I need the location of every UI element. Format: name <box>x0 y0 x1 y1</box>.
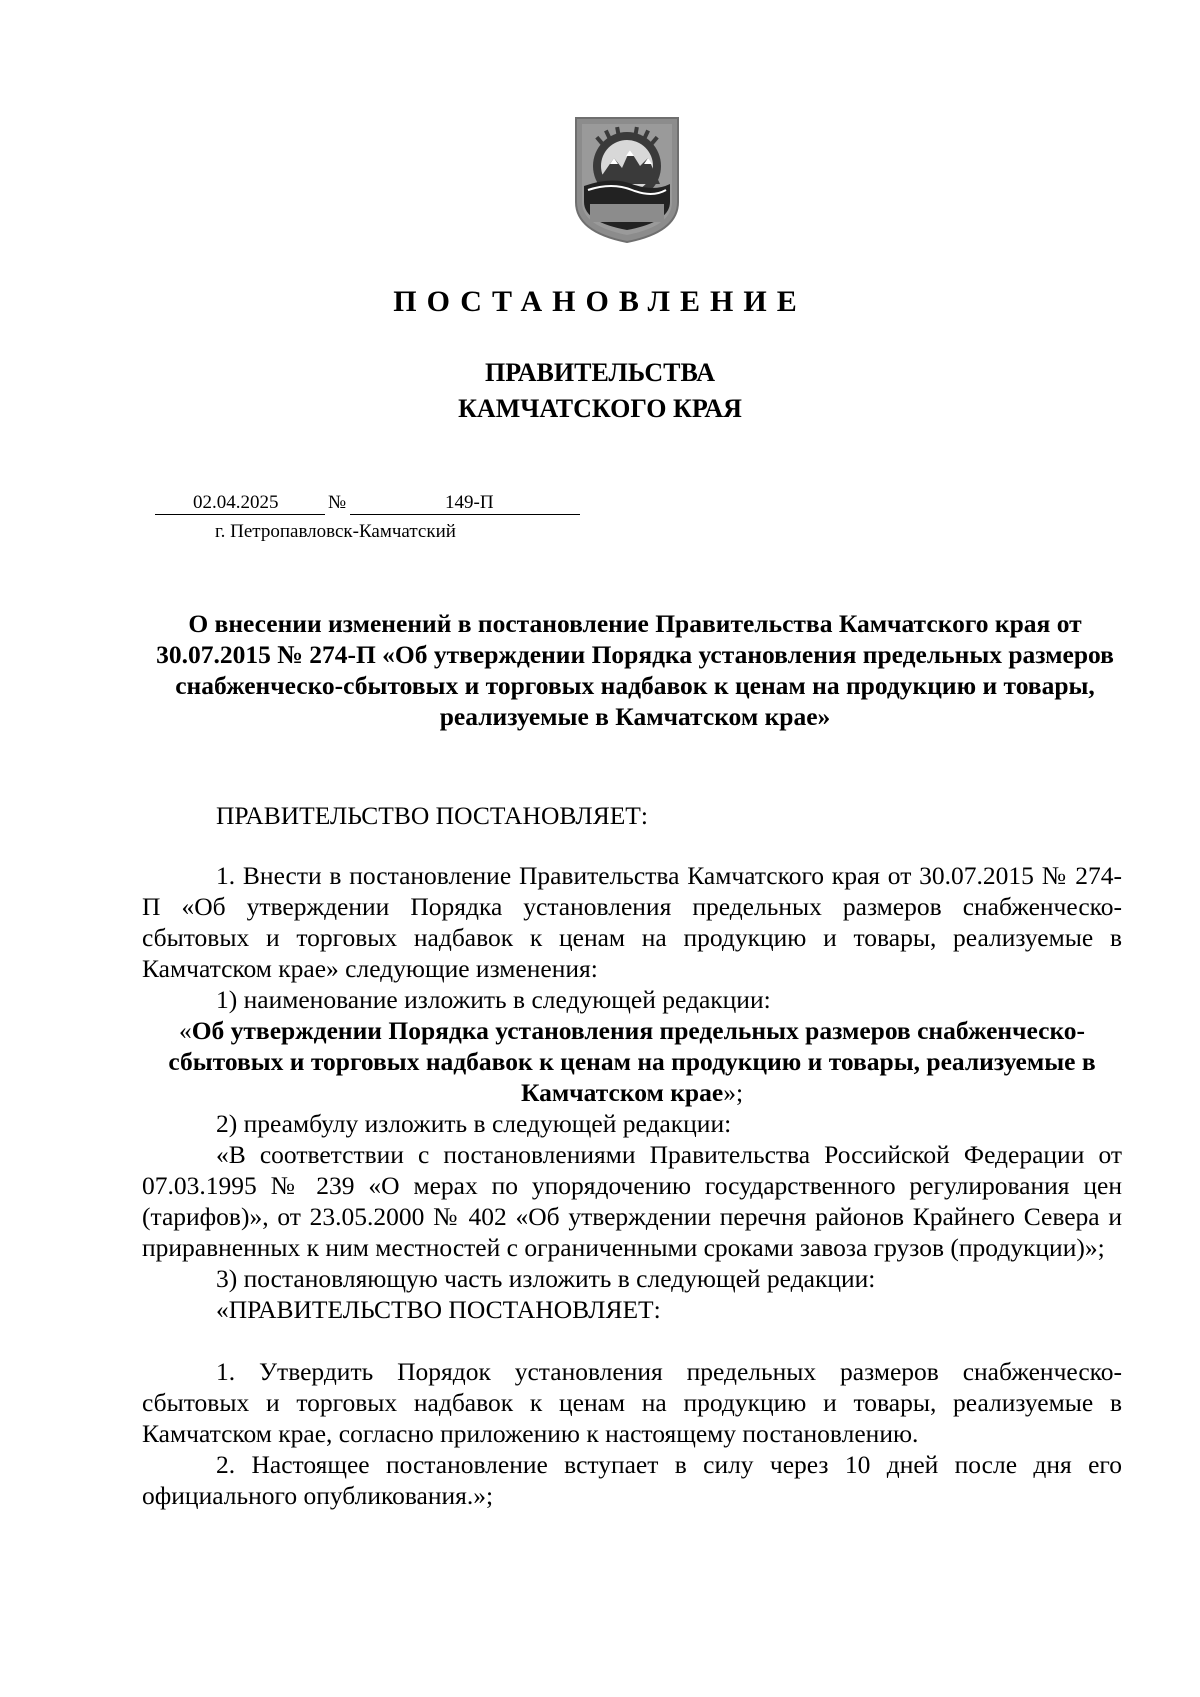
issuing-authority <box>0 355 1200 427</box>
preamble-text: «В соответствии с постановлениями Правительства Российской Федерации от 07.03.1995 № 239 «О мерах по упорядочению государственного регулирования цен (тарифов)», от 23.05.2000 № 402 «Об утверждении перечня районов Крайнего Севера и приравненных к ним местностей с ограниченными сроками завоза грузов (продукции)»; <box>142 1140 1122 1262</box>
authority-line-1: ПРАВИТЕЛЬСТВА <box>485 358 715 387</box>
date-underline <box>155 514 325 515</box>
document-title: ПОСТАНОВЛЕНИЕ <box>393 285 807 318</box>
document-city: г. Петропавловск-Камчатский <box>215 521 456 542</box>
document-number: 149-П <box>445 492 494 513</box>
close-quote: »; <box>723 1078 744 1107</box>
number-sign: № <box>328 492 347 513</box>
quoted-paragraph-2: 2. Настоящее постановление вступает в силу через 10 дней после дня его официального опубликования.»; <box>142 1450 1122 1510</box>
new-title-text: Об утверждении Порядка установления предельных размеров снабженческо-сбытовых и торговых надбавок к ценам на продукцию и товары, реализуемые в Камчатском крае <box>168 1016 1096 1107</box>
document-requisites <box>155 492 580 516</box>
blank-line <box>142 1325 1122 1356</box>
paragraph-1-1: 1) наименование изложить в следующей редакции: <box>216 985 771 1014</box>
paragraph-1-2: 2) преамбулу изложить в следующей редакции: <box>216 1109 732 1138</box>
quoted-paragraph-1: 1. Утвердить Порядок установления предельных размеров снабженческо-сбытовых и торговых надбавок к ценам на продукцию и товары, реализуемые в Камчатском крае, согласно приложению к настоящему постановлению. <box>142 1357 1122 1448</box>
open-quote: « <box>178 1016 192 1045</box>
new-title-quote <box>142 1015 1122 1108</box>
number-underline <box>350 514 580 515</box>
decree-heading <box>142 800 1122 831</box>
document-body <box>142 860 1122 1511</box>
paragraph-1-3: 3) постановляющую часть изложить в следующей редакции: <box>216 1264 876 1293</box>
authority-line-2: КАМЧАТСКОГО КРАЯ <box>458 394 742 423</box>
document-date: 02.04.2025 <box>193 492 279 513</box>
paragraph-1: 1. Внести в постановление Правительства Камчатского края от 30.07.2015 № 274-П «Об утверждении Порядка установления предельных размеров снабженческо-сбытовых и торговых надбавок к ценам на продукцию и товары, реализуемые в Камчатском крае» следующие изменения: <box>142 861 1122 983</box>
kamchatka-coat-of-arms-icon <box>572 114 682 244</box>
quoted-decree-heading: «ПРАВИТЕЛЬСТВО ПОСТАНОВЛЯЕТ: <box>216 1295 661 1324</box>
document-subject: О внесении изменений в постановление Правительства Камчатского края от 30.07.2015 № 274-П «Об утверждении Порядка установления предельных размеров снабженческо-сбытовых и торговых надбавок к ценам на продукцию и товары, реализуемые в Камчатском крае» <box>156 609 1114 731</box>
decree-text: ПРАВИТЕЛЬСТВО ПОСТАНОВЛЯЕТ: <box>216 801 648 830</box>
